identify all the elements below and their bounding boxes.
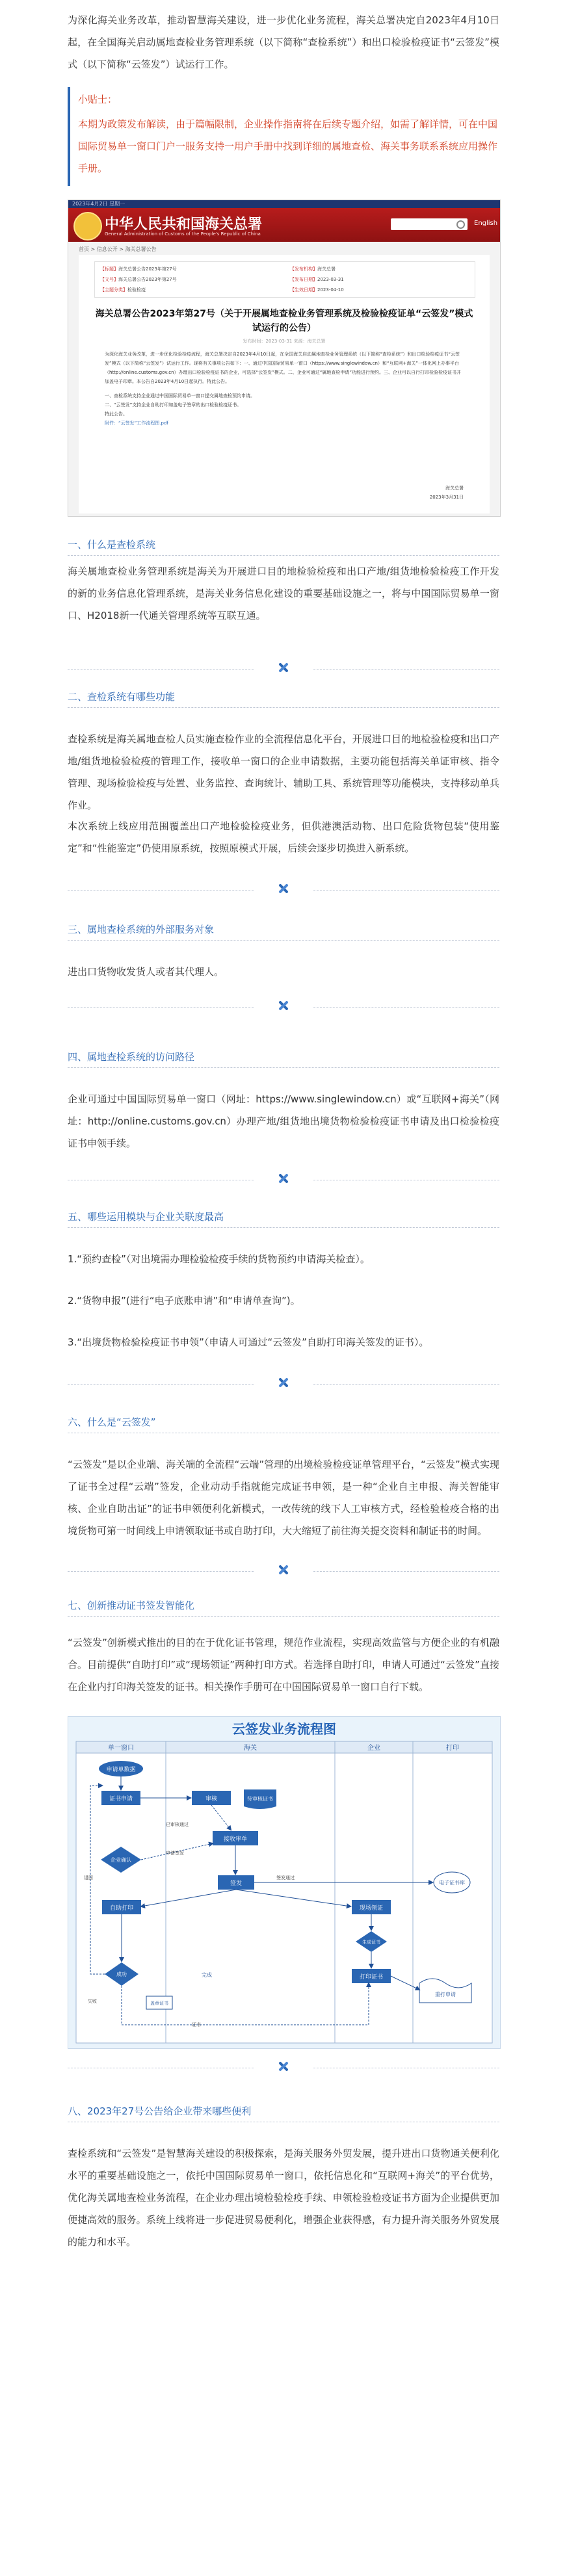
divider [68, 707, 499, 708]
divider [68, 555, 499, 556]
cloud-sign-flowchart [68, 1716, 501, 2049]
meta-item: 【发布日期】2023-03-31 [290, 277, 344, 282]
lane-label: 单一窗口 [108, 1745, 134, 1752]
node-label: 签发 [230, 1880, 243, 1887]
english-link[interactable]: English [474, 220, 498, 227]
meta-item: 【发布机构】海关总署 [290, 267, 336, 272]
search-icon[interactable] [456, 220, 465, 229]
edge-label: 证书 [192, 2022, 201, 2027]
node-label: 盖章证书 [150, 2001, 168, 2006]
intro-paragraph: 为深化海关业务改革，推动智慧海关建设，进一步优化业务流程，海关总署决定自2023年4月10日起，在全国海关启动属地查检业务管理系统（以下简称“查检系统”）和出口检验检疫证书“云签发”模式（以下简称“云签发”）试运行工作。 [68, 14, 499, 70]
lane-label: 企业 [367, 1745, 380, 1752]
document-subtitle: 发布时间：2023-03-31 来源：海关总署 [243, 339, 326, 344]
divider [68, 940, 499, 941]
tools-icon [276, 1375, 291, 1390]
section-separator [68, 1561, 499, 1581]
section-separator [68, 1170, 499, 1190]
meta-item: 【生效日期】2023-04-10 [290, 287, 344, 293]
site-subtitle: General Administration of Customs of the People's Republic of China [105, 231, 261, 237]
breadcrumb[interactable]: 首页 > 信息公开 > 海关总署公告 [79, 246, 157, 252]
section-5-title: 五、哪些运用模块与企业关联度最高 [68, 1211, 224, 1223]
section-separator [68, 2058, 499, 2077]
node-label: 现场领证 [359, 1905, 384, 1912]
divider [68, 1227, 499, 1228]
tools-icon [276, 2059, 291, 2074]
tools-icon [276, 881, 291, 896]
section-separator [68, 997, 499, 1017]
document-line: 二、“云签发”支持企业自助打印加盖电子签章的出口检验检疫证书。 [105, 402, 242, 408]
divider [68, 1616, 499, 1617]
flowchart-title: 云签发业务流程图 [232, 1721, 336, 1737]
section-1-title: 一、什么是查检系统 [68, 539, 156, 551]
site-search-input[interactable] [391, 218, 468, 230]
document-line: 特此公告。 [105, 411, 127, 417]
tools-icon [276, 1171, 291, 1186]
edge-label: 签发通过 [276, 1875, 295, 1880]
sign-org: 海关总署 [445, 486, 464, 491]
node-label: 申请单数据 [106, 1767, 136, 1773]
section-5-item: 1.“预约查检”（对出境需办理检验检疫手续的货物预约申请海关检查）。 [68, 1253, 370, 1265]
edge-label: 失败 [88, 1999, 97, 2004]
node-label: 企业确认 [111, 1857, 131, 1863]
section-2-title: 二、查检系统有哪些功能 [68, 691, 176, 703]
node-label: 生成证书 [362, 1940, 380, 1945]
meta-item: 【文号】海关总署公告2023年第27号 [100, 277, 177, 282]
notice-text: 本期为政策发布解读，由于篇幅限制，企业操作指南将在后续专题介绍，如需了解详情，可在中国国际贸易单一窗口门户一服务支持一用户手册中找到详细的属地查检、海关事务联系系统应用操作手册。 [78, 118, 498, 174]
section-4-text: 企业可通过中国国际贸易单一窗口（网址：https://www.singlewindow.cn）或“互联网+海关”（网址：http://online.customs.gov.cn）办理产地/组货地出境货物检验检疫证书申请及出口检验检疫证书申领手续。 [68, 1093, 499, 1149]
section-6-title: 六、什么是“云签发” [68, 1416, 156, 1428]
site-title: 中华人民共和国海关总署 [105, 216, 263, 233]
section-2-text-1: 查检系统是海关属地查检人员实施查检作业的全流程信息化平台，开展进口目的地检验检疫和出口产地/组货地检验检疫的管理工作，接收单一窗口的企业申请数据，主要功能包括海关单证审核、指令管理、现场检验检疫与处置、业务监控、查询统计、辅助工具、系统管理等功能模块，支持移动单兵作业。 [68, 733, 499, 811]
document-signature [430, 484, 464, 502]
site-header [68, 208, 500, 242]
section-5-item: 2.“货物申报”(进行“电子底账申请”和“申请单查询”)。 [68, 1295, 300, 1307]
notice-label: 小贴士： [78, 94, 118, 105]
node-label: 自助打印 [109, 1905, 134, 1912]
node-label: 完成 [202, 1972, 212, 1978]
section-7-text: “云签发”创新模式推出的目的在于优化证书管理，规范作业流程，实现高效监管与方便企业的有机融合。目前提供“自助打印”或“现场领证”两种打印方式。若选择自助打印，申请人可通过“云签发”直接在企业内打印海关签发的证书。相关操作手册可在中国国际贸易单一窗口自行下载。 [68, 1637, 499, 1693]
section-1-text: 海关属地查检业务管理系统是海关为开展进口目的地检验检疫和出口产地/组货地检验检疫工作开发的新的业务信息化管理系统，是海关业务信息化建设的重要基础设施之一，将与中国国际贸易单一窗口、H2018新一代通关管理系统等互联互通。 [68, 566, 499, 621]
section-5-item: 3.“出境货物检验检疫证书申领”（申请人可通过“云签发”自助打印海关签发的证书）。 [68, 1336, 429, 1348]
document-line: 一、查检系统支持企业通过中国国际贸易单一窗口提交属地查检预约申请。 [105, 393, 255, 398]
tools-icon [276, 1562, 291, 1578]
notice-box [68, 87, 502, 186]
section-separator [68, 880, 499, 900]
divider [68, 1067, 499, 1068]
node-label: 证书申请 [109, 1796, 133, 1802]
section-6-text: “云签发”是以企业端、海关端的全流程“云端”管理的出境检验检疫证单管理平台，“云签发”模式实现了证书全过程“云端”签发，企业动动手指就能完成证书申领，是一种“企业自主申报、海关智能审核、企业自助出证”的证书申领便利化新模式，一改传统的线下人工审核方式，经检验检疫合格的出境货物可第一时间线上申请领取证书或自助打印，大大缩短了前往海关提交资料和制证书的时间。 [68, 1459, 499, 1537]
document-meta [94, 261, 475, 298]
section-separator [68, 1374, 499, 1394]
section-2-text-2: 本次系统上线应用范围覆盖出口产地检验检疫业务，但供港澳活动物、出口危险货物包装“使用鉴定”和“性能鉴定”仍使用原系统，按照原模式开展，后续会逐步切换进入新系统。 [68, 820, 499, 854]
node-label: 打印证书 [359, 1974, 384, 1981]
document-paper [79, 255, 490, 514]
meta-item: 【标题】海关总署公告2023年第27号 [100, 267, 177, 272]
section-4-title: 四、属地查检系统的访问路径 [68, 1051, 195, 1063]
attachment-link[interactable]: 附件：“云签发”工作流程图.pdf [105, 421, 168, 426]
section-3-text: 进出口货物收发货人或者其代理人。 [68, 966, 224, 978]
sign-date: 2023年3月31日 [429, 495, 464, 500]
node-label: 接收审单 [223, 1836, 248, 1843]
section-8-text: 查检系统和“云签发”是智慧海关建设的积极探索，是海关服务外贸发展，提升进出口货物通关便利化水平的重要基础设施之一，依托中国国际贸易单一窗口，依托信息化和“互联网+海关”的平台优势，优化海关属地查检业务流程，在企业办理出境检验检疫手续、申领检验检疫证书方面为企业提供更加便捷高效的服务。系统上线将进一步促进贸易便利化，增强企业获得感，有力提升海关服务外贸发展的能力和水平。 [68, 2148, 499, 2248]
node-label: 电子证书库 [439, 1880, 465, 1886]
edge-label: 申请签发 [166, 1851, 184, 1856]
node-label: 重打申请 [435, 1992, 456, 1997]
node-label: 审核 [205, 1796, 218, 1802]
site-date: 2023年4月2日 星期一 [72, 201, 125, 207]
lane-label: 海关 [244, 1745, 257, 1752]
tools-icon [276, 998, 291, 1013]
document-title: 海关总署公告2023年第27号（关于开展属地查检业务管理系统及检验检疫证单“云签发”模式试运行的公告） [95, 309, 473, 333]
site-topbar [68, 200, 500, 208]
document-paragraph: 为深化海关业务改革，进一步优化检验检疫流程，海关总署决定自2023年4月10日起，在全国海关启动属地查检业务管理系统（以下简称“查检系统”）和出口检验检疫证书“云签发”模式（以下简称“云签发”）试运行工作。现将有关事项公告如下：一、通过中国国际贸易单一窗口（https://www.singlewindow.cn）和“互联网+海关”一体化网上办事平台（http://online.customs.gov.cn）办理出口检验检疫证书的企业，可选择“云签发”模式。二、企业可通过“属地查检申请”功能进行预约。三、企业可以自行打印检验检疫证书并加盖电子印章。本公告自2023年4月10日起执行。特此公告。 [105, 352, 462, 384]
tools-icon [276, 660, 291, 675]
meta-item: 【主题分类】检验检疫 [100, 287, 146, 293]
document-body [105, 350, 464, 428]
node-label: 待审核证书 [247, 1796, 273, 1802]
node-label: 成功 [116, 1971, 127, 1977]
announcement-screenshot [68, 200, 501, 517]
flowchart-svg [68, 1717, 500, 2048]
section-7-title: 七、创新推动证书签发智能化 [68, 1600, 195, 1611]
lane-label: 打印 [446, 1745, 459, 1752]
section-8-title: 八、2023年27号公告给企业带来哪些便利 [68, 2105, 252, 2117]
section-separator [68, 659, 499, 679]
national-emblem-icon [73, 212, 102, 241]
edge-label: 已审核通过 [166, 1822, 189, 1827]
edge-label: 退回 [84, 1875, 93, 1880]
section-3-title: 三、属地查检系统的外部服务对象 [68, 924, 215, 935]
